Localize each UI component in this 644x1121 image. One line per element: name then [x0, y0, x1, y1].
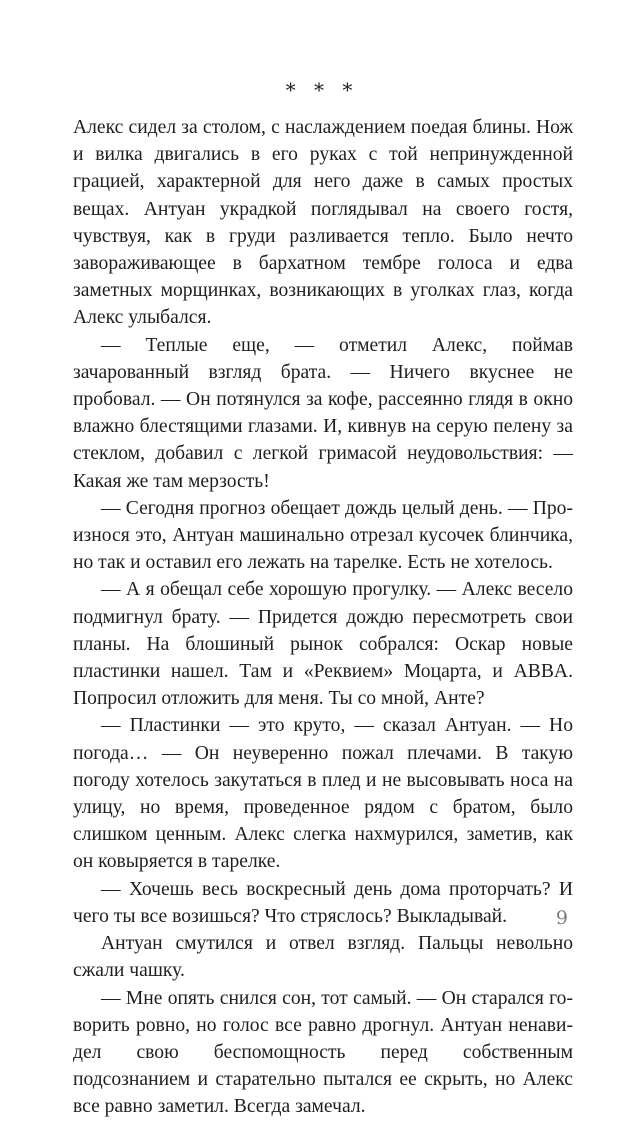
paragraph: — Теплые еще, — отметил Алекс, поймав зачарованный взгляд брата. — Ничего вкуснее не пробовал. — Он потянулся за кофе, рассеянно глядя в окно влажно блестящими глазами. И, кивнув на серую пелену за стеклом, добавил с легкой гримасой неудовольствия: — Какая же там мерзость! [73, 334, 573, 492]
paragraph: — Хочешь весь воскресный день дома проторчать? И чего ты все возишься? Что стряслось? Выкладывай. [73, 878, 573, 927]
paragraph: Антуан смутился и отвел взгляд. Пальцы невольно сжали чашку. [73, 933, 573, 982]
body-text [73, 114, 573, 1121]
paragraph: — Сегодня прогноз обещает дождь целый день. — Произнося это, Антуан машинально отрезал кусочек блинчика, но так и оставил его лежать на тарелке. Есть не хотелось. [73, 497, 573, 574]
paragraph: Алекс сидел за столом, с наслаждением поедая блины. Нож и вилка двигались в его руках с той непринужденной грацией, характерной для него даже в самых простых вещах. Антуан украдкой поглядывал на своего гостя, чувствуя, как в груди разливается тепло. Было нечто завораживающее в бархатном тембре голоса и едва заметных морщинках, возникающих в уголках глаз, когда Алекс улыбался. [73, 117, 573, 329]
paragraph: — А я обещал себе хорошую прогулку. — Алекс весело подмигнул брату. — Придется дождю пересмотреть свои планы. На блошиный рынок собрался: Оскар новые пластинки нашел. Там и «Реквием» Моцарта, и ABBA. Попросил отложить для меня. Ты со мной, Анте? [73, 579, 573, 710]
page-number: 9 [555, 907, 568, 929]
paragraph: — Пластинки — это круто, — сказал Антуан. — Но погода… — Он неуверенно пожал плечами. В такую погоду хотелось закутаться в плед и не высовывать носа на улицу, но время, проведенное рядом с братом, было слишком ценным. Алекс слегка нахмурился, заметив, как он ковыряется в тарелке. [73, 715, 573, 873]
paragraph: — Мне опять снился сон, тот самый. — Он старался говорить ровно, но голос все равно дрогнул. Антуан ненавидел свою беспомощность перед собственным подсознанием и старательно пытался ее скрыть, но Алекс все равно заметил. Всегда замечал. [73, 987, 573, 1118]
section-divider: * * * [285, 78, 359, 102]
